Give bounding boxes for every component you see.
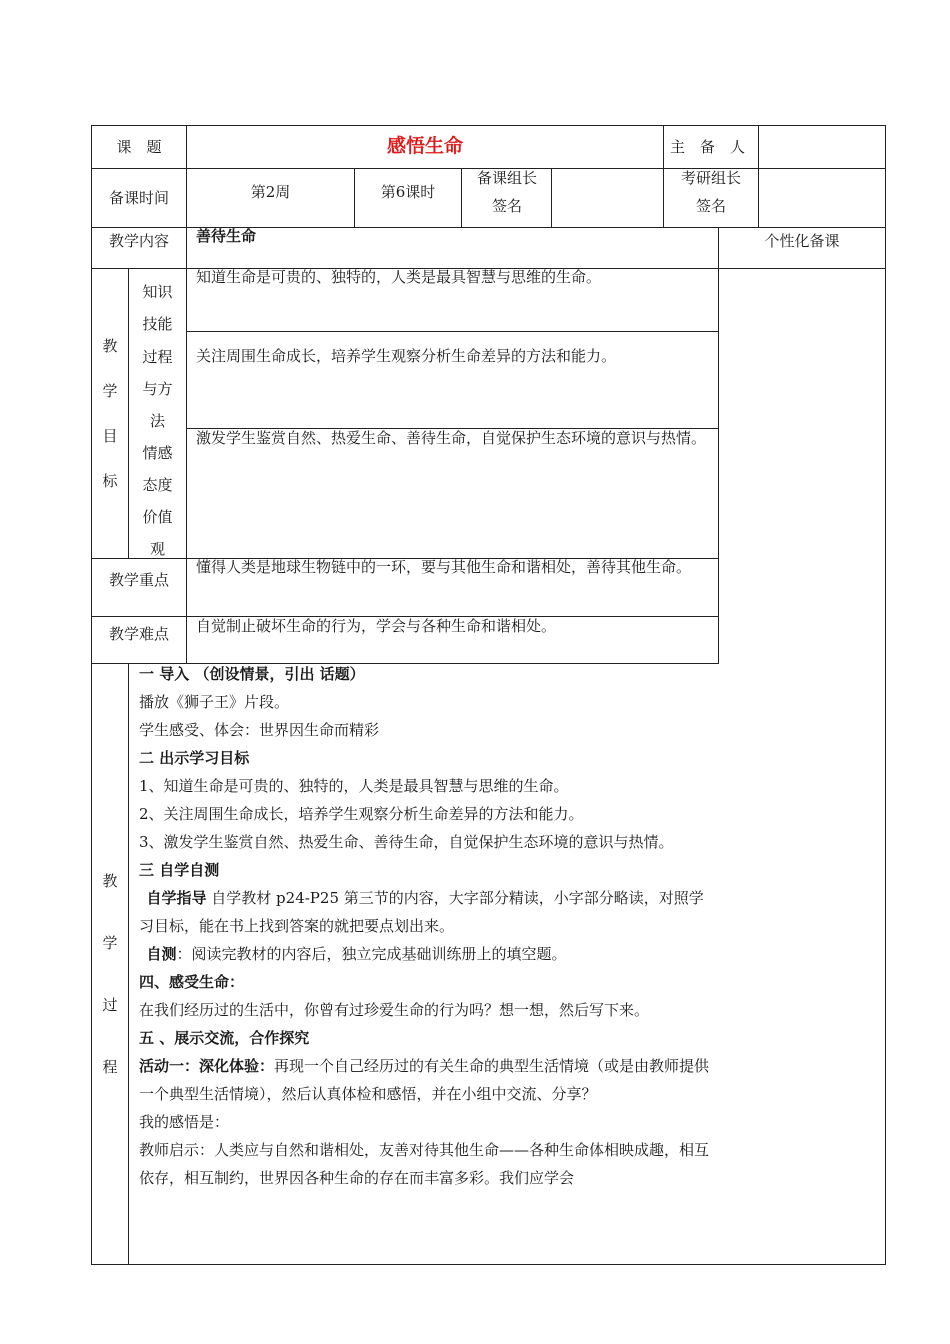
activity-1-label: 活动一：深化体验： xyxy=(139,1057,275,1075)
key-point-label: 教学重点 xyxy=(108,571,169,589)
research-leader-sign-line1: 考研组长 xyxy=(680,169,741,187)
difficulty-label: 教学难点 xyxy=(108,625,169,643)
self-study-guide xyxy=(139,884,711,940)
section-5-title: 五 、展示交流，合作探究 xyxy=(139,1029,310,1047)
self-study-guide-text: 自学教材 p24-P25 第三节的内容，大字部分精读，小字部分略读，对照学习目标，能在书上找到答案的就把要点划出来。 xyxy=(139,889,704,935)
my-feeling-prompt: 我的感悟是： xyxy=(139,1113,230,1131)
section-4-title: 四、感受生命： xyxy=(139,973,245,991)
process-method-text: 关注周围生命成长，培养学生观察分析生命差异的方法和能力。 xyxy=(196,347,617,365)
group-leader-sign-line2: 签名 xyxy=(491,197,522,215)
lesson-number: 第6课时 xyxy=(380,183,436,201)
self-test xyxy=(139,940,711,968)
teaching-process-body xyxy=(139,660,711,1192)
topic-label: 课 题 xyxy=(116,138,162,156)
process-method-label: 过程 与方 法 xyxy=(142,348,173,430)
activity-1-text: 再现一个自己经历过的有关生命的典型生活情境（或是由教师提供一个典型生活情境），然后认真体检和感悟，并在小组中交流、分享？ xyxy=(139,1057,710,1103)
objective-item-1: 1、知道生命是可贵的、独特的，人类是最具智慧与思维的生命。 xyxy=(139,777,569,795)
section-4-text: 在我们经历过的生活中，你曾有过珍爱生命的行为吗？想一想，然后写下来。 xyxy=(139,1001,650,1019)
activity-1 xyxy=(139,1052,711,1108)
section-1-line-1: 播放《狮子王》片段。 xyxy=(139,693,290,711)
objective-item-2: 2、关注周围生命成长，培养学生观察分析生命差异的方法和能力。 xyxy=(139,805,584,823)
section-2-title: 二 出示学习目标 xyxy=(139,749,250,767)
knowledge-text: 知道生命是可贵的、独特的，人类是最具智慧与思维的生命。 xyxy=(196,268,602,286)
section-3-title: 三 自学自测 xyxy=(139,861,220,879)
knowledge-label: 知识 技能 xyxy=(142,283,173,333)
objectives-group-label: 教 学 目 标 xyxy=(102,337,118,490)
difficulty-text: 自觉制止破坏生命的行为，学会与各种生命和谐相处。 xyxy=(196,617,557,635)
self-test-label: 自测 xyxy=(146,945,177,963)
emotion-attitude-text: 激发学生鉴赏自然、热爱生命、善待生命，自觉保护生态环境的意识与热情。 xyxy=(196,429,707,447)
content-label: 教学内容 xyxy=(108,232,169,250)
lesson-title: 感悟生命 xyxy=(386,135,463,157)
key-point-text: 懂得人类是地球生物链中的一环，要与其他生命和谐相处，善待其他生命。 xyxy=(196,558,692,576)
teacher-hint: 教师启示：人类应与自然和谐相处，友善对待其他生命——各种生命体相映成趣，相互依存，相互制约，世界因各种生命的存在而丰富多彩。我们应学会 xyxy=(139,1141,710,1187)
personal-prep-label: 个性化备课 xyxy=(764,232,840,250)
group-leader-sign-line1: 备课组长 xyxy=(476,169,537,187)
content-value: 善待生命 xyxy=(196,227,257,245)
process-group-label: 教 学 过 程 xyxy=(102,872,118,1076)
self-test-text: ：阅读完教材的内容后，独立完成基础训练册上的填空题。 xyxy=(176,945,567,963)
section-1-title: 一 导入 （创设情景，引出 话题） xyxy=(139,665,365,683)
objective-item-3: 3、激发学生鉴赏自然、热爱生命、善待生命，自觉保护生态环境的意识与热情。 xyxy=(139,833,674,851)
research-leader-sign-line2: 签名 xyxy=(695,197,726,215)
self-study-guide-label: 自学指导 xyxy=(146,889,207,907)
emotion-attitude-label: 情感 态度 价值 观 xyxy=(142,444,173,558)
preparer-label: 主 备 人 xyxy=(670,138,746,156)
prep-time-label: 备课时间 xyxy=(108,189,169,207)
week-value: 第2周 xyxy=(250,183,291,201)
section-1-line-2: 学生感受、体会：世界因生命而精彩 xyxy=(139,721,380,739)
